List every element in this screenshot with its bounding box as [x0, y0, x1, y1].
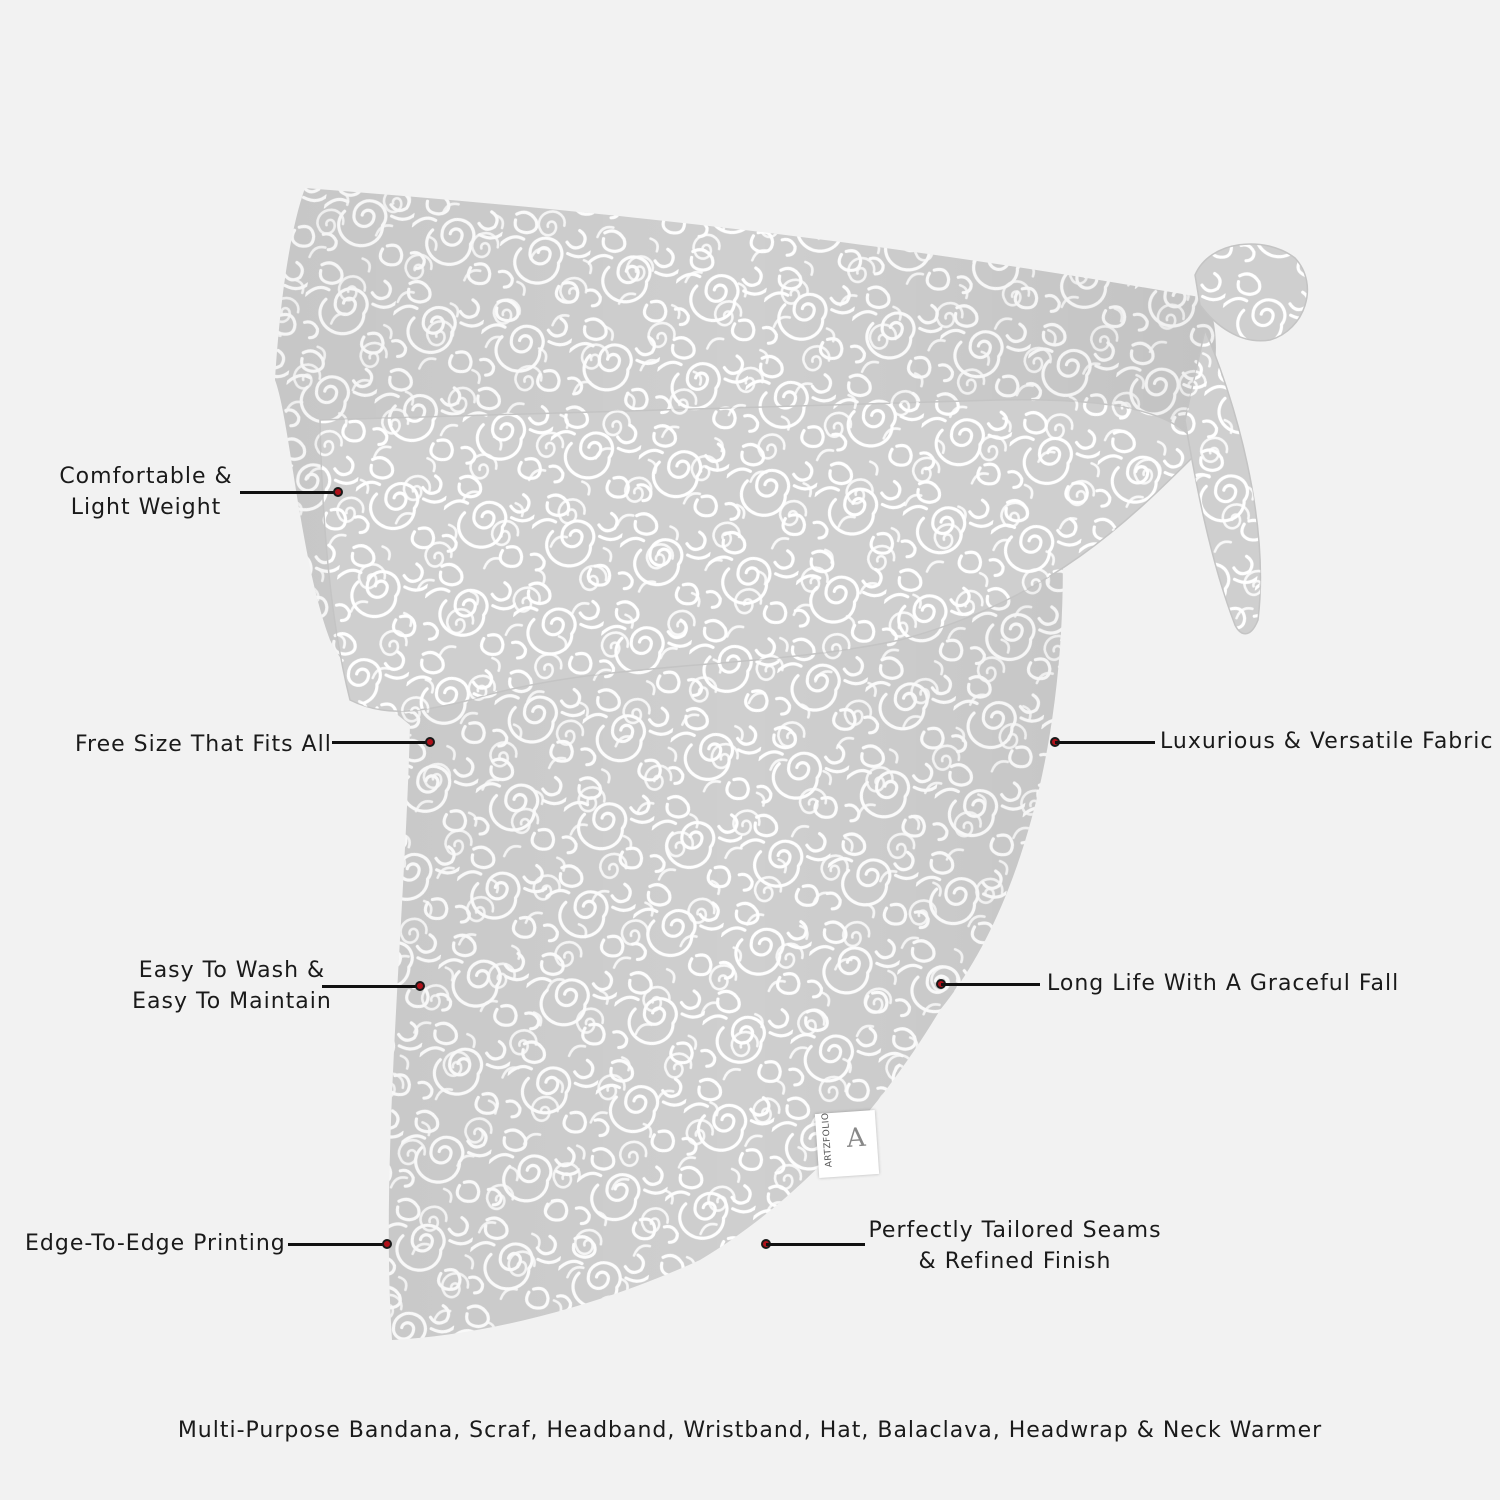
callout-free-size-line-1: Free Size That Fits All [75, 732, 332, 757]
brand-tag [815, 1110, 879, 1178]
callout-edge-printing-leader [288, 1243, 387, 1246]
brand-tag-text: ARTZFOLIO [820, 1112, 835, 1168]
callout-easy-wash [112, 955, 352, 1017]
callout-tailored-line-2: & Refined Finish [918, 1249, 1112, 1274]
callout-comfortable-leader [240, 491, 338, 494]
callout-luxurious-line-1: Luxurious & Versatile Fabric [1160, 729, 1494, 754]
callout-easy-wash-marker [415, 981, 425, 991]
callout-tailored-line-1: Perfectly Tailored Seams [868, 1218, 1162, 1243]
callout-edge-printing-marker [382, 1239, 392, 1249]
callout-tailored-leader [766, 1243, 865, 1246]
product-uses-footer: Multi-Purpose Bandana, Scraf, Headband, Wristband, Hat, Balaclava, Headwrap & Neck Warmer [177, 1418, 1323, 1443]
callout-comfortable-line-2: Light Weight [70, 495, 222, 520]
callout-easy-wash-line-2: Easy To Maintain [132, 989, 332, 1014]
callout-long-life [1047, 968, 1399, 999]
brand-logo-icon: A [845, 1122, 867, 1154]
callout-free-size [75, 729, 332, 760]
callout-comfortable-marker [333, 487, 343, 497]
callout-edge-printing [25, 1228, 286, 1259]
callout-edge-printing-line-1: Edge-To-Edge Printing [25, 1231, 286, 1256]
callout-easy-wash-line-1: Easy To Wash & [138, 958, 326, 983]
callout-comfortable [56, 461, 236, 523]
callout-long-life-line-1: Long Life With A Graceful Fall [1047, 971, 1400, 996]
callout-tailored [866, 1215, 1164, 1277]
callout-long-life-leader [941, 983, 1040, 986]
callout-luxurious-leader [1055, 741, 1155, 744]
callout-easy-wash-leader [322, 985, 420, 988]
callout-comfortable-line-1: Comfortable & [59, 464, 233, 489]
callout-free-size-leader [332, 741, 430, 744]
callout-free-size-marker [425, 737, 435, 747]
callout-luxurious [1160, 726, 1494, 757]
